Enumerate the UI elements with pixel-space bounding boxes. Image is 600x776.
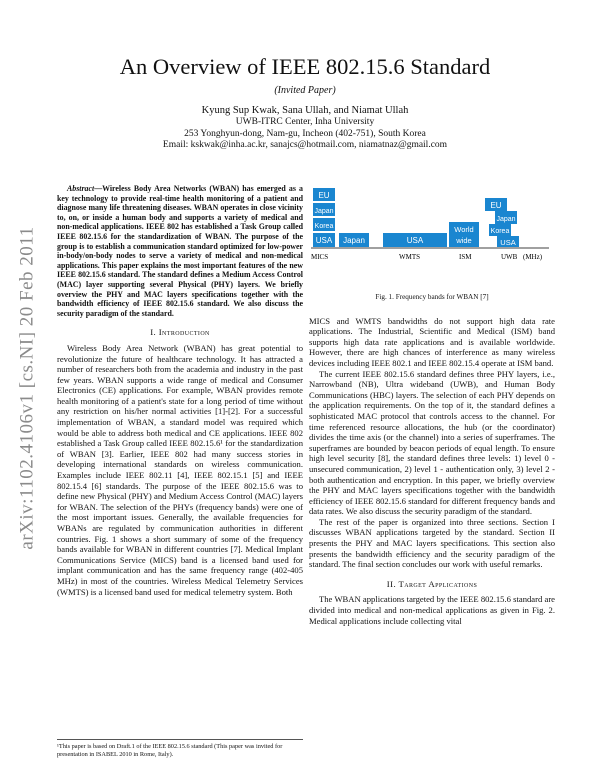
paper-subtitle: (Invited Paper) — [274, 85, 336, 96]
abstract-text: —Wireless Body Area Networks (WBAN) has emerged as a key technology to provide real-time health monitoring of a patient and diagnose many life threatening diseases. WBAN operates in close vicinity to, on, or inside a human body and supports a variety of medical and non-medical applications. IEEE 802 has established a Task Group called IEEE 802.15.6 for the standardization of WBAN. The purpose of the group is to establish a communication standard optimized for low-power in-body/on-body nodes to serve a variety of medical and non-medical applications. This paper explains the most important features of the new IEEE 802.15.6 standard. The standard defines a Medium Access Control (MAC) layer supporting several Physical (PHY) layers. We briefly overview the PHY and MAC layers specifications together with the bandwidth efficiency of IEEE 802.15.6 standard. We also discuss the security paradigm of the standard. — [57, 184, 303, 318]
label-uwb-korea: Korea — [490, 228, 510, 235]
abstract — [57, 184, 303, 318]
figure-frequency-bands — [309, 182, 555, 290]
axis-label-wmts: WMTS — [399, 253, 420, 261]
axis-label-uwb: UWB — [501, 253, 518, 261]
left-column — [57, 184, 303, 597]
label-uwb-usa: USA — [500, 238, 516, 247]
right-paragraph-2: The current IEEE 802.15.6 standard defines three PHY layers, i.e., Narrowband (NB), Ultra wideband (UWB), and Human Body Communications (HBC) layers. The selection of each PHY depends on the application requirements. On the top of it, the standard defines a sophisticated MAC protocol that controls access to the channel. For time referenced resource allocations, the hub (or the coordinator) divides the time axis (or the channel) into a series of superframes. The superframes are bounded by beacon periods of equal length. To ensure high level security [8], the standard defines three levels: 1) level 0 - unsecured communication, 2) level 1 - authentication only, 3) level 2 - both authentication and encryption. In this paper, we briefly overview the PHY and MAC layers specifications together with the bandwidth efficiency of IEEE 802.15.6 standard for different frequency bands and data rates. We also discuss the security paradigm of the standard. — [309, 368, 555, 517]
author-emails: Email: kskwak@inha.ac.kr, sanajcs@hotmail.com, niamatnaz@gmail.com — [162, 140, 448, 150]
label-ism-wide: wide — [456, 236, 472, 245]
right-paragraph-3: The rest of the paper is organized into three sections. Section I discusses WBAN applications targeted by the standard. Section II presents the PHY and MAC layers specifications. This section also presents the bandwidth efficiency and the security paradigm of the standard. The final section concludes our work with useful remarks. — [309, 516, 555, 570]
affiliation-line-2: 253 Yonghyun-dong, Nam-gu, Incheon (402-751), South Korea — [184, 128, 426, 139]
figure-caption: Fig. 1. Frequency bands for WBAN [7] — [375, 293, 489, 301]
section-heading-introduction: I. Introduction — [150, 327, 210, 338]
frequency-band-diagram — [309, 182, 555, 290]
arxiv-identifier — [6, 0, 50, 776]
section-heading-target-applications: II. Target Applications — [386, 578, 478, 589]
introduction-paragraph: Wireless Body Area Network (WBAN) has great potential to revolutionize the future of healthcare technology. It has attracted a number of researchers both from the academia and industry in the past few years. WBAN supports a wide range of medical and Consumer Electronics (CE) applications. For example, WBAN provides remote health monitoring of a patient's state for a long period of time without any restriction on his/her normal activities [1]-[2]. For a successful implementation of WBAN, a standard model was required which would be able to address both medical and CE applications. IEEE 802 established a Task Group called IEEE 802.15.6¹ for the standardization of WBAN [3]. Earlier, IEEE 802 had many success stories in developing international standards on wireless communication. Examples include IEEE 802.11 [4], IEEE 802.15.1 [5] and IEEE 802.15.4 [6] standards. The purpose of the IEEE 802.15.6 was to define new Physical (PHY) and Medium Access Control (MAC) layers for WBAN. The selection of the PHYs (frequency bands) were one of the most important issues. Generally, the available frequencies for WBANs are regulated by communication authorities in different countries. Fig. 1 shows a short summary of some of the frequency bands available for WBAN in different countries [7]. Medical Implant Communications Service (MICS) band is a licensed band used for implant communication and has the same frequency range (402-405 MHz) in most of the countries. Wireless Medical Telemetry Services (WMTS) is a licensed band used for medical telemetry system. Both — [57, 342, 303, 597]
label-mics-eu: EU — [318, 191, 330, 200]
right-column — [309, 182, 555, 626]
right-paragraph-4: The WBAN applications targeted by the IEEE 802.15.6 standard are divided into medical and non-medical applications as given in Fig. 2. Medical applications include collecting vital — [309, 594, 555, 626]
arxiv-id-text: arXiv:1102.4106v1 [cs.NI] 20 Feb 2011 — [17, 226, 39, 550]
affiliation-line-1: UWB-ITRC Center, Inha University — [235, 117, 375, 127]
label-mics-korea: Korea — [314, 223, 334, 230]
axis-label-ism: ISM — [459, 253, 472, 261]
axis-label-unit: (MHz) — [523, 253, 543, 261]
label-wmts-usa: USA — [406, 236, 424, 245]
right-paragraph-1: MICS and WMTS bandwidths do not support high data rate applications. The Industrial, Scientific and Medical (ISM) band supports high data rate applications and is available worldwide. However, there are high chances of interference as many wireless devices including IEEE 802.1 and IEEE 802.15.4 operate at ISM band. — [309, 315, 555, 368]
label-uwb-eu: EU — [490, 201, 502, 210]
label-uwb-japan: Japan — [496, 216, 516, 223]
paper-authors: Kyung Sup Kwak, Sana Ullah, and Niamat Ullah — [201, 105, 409, 116]
label-mics-japan: Japan — [314, 208, 334, 215]
footnote: ¹This paper is based on Draft.1 of the IEEE 802.15.6 standard (This paper was invited for presentation in ISABEL 2010 in Rome, Italy). — [57, 739, 303, 759]
paper-title: An Overview of IEEE 802.15.6 Standard — [119, 54, 491, 79]
abstract-label: Abstract — [67, 184, 95, 193]
label-wmts-japan: Japan — [343, 236, 365, 245]
label-mics-usa: USA — [315, 236, 333, 245]
axis-label-mics: MICS — [311, 253, 329, 261]
paper-header — [55, 54, 555, 152]
label-ism-world: World — [454, 225, 474, 234]
